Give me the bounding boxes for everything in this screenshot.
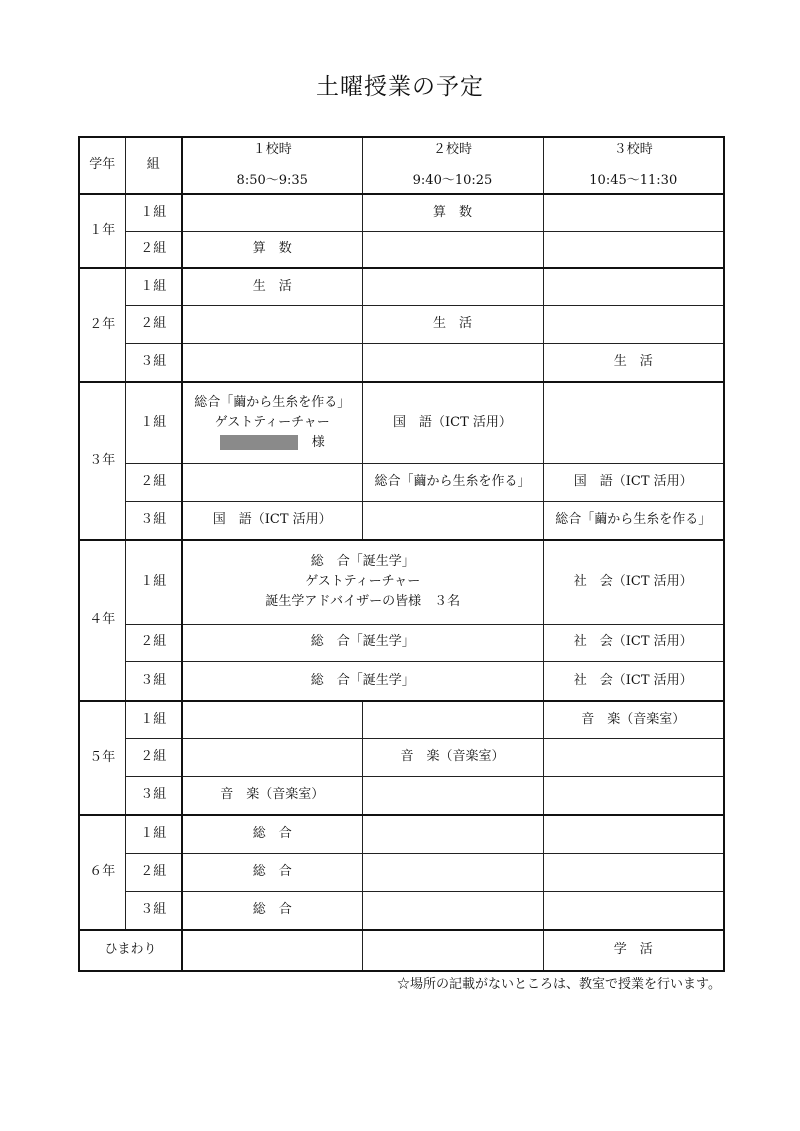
period-1-name: １校時: [252, 142, 292, 158]
schedule-cell: [362, 930, 543, 971]
honorific: 様: [311, 434, 325, 450]
schedule-cell-merged: 総 合「誕生学」: [182, 624, 543, 661]
schedule-cell: [362, 776, 543, 815]
schedule-cell: [362, 701, 543, 738]
table-row: [79, 501, 724, 540]
schedule-cell: [362, 343, 543, 382]
schedule-cell: 生 活: [182, 268, 362, 305]
table-row: [79, 815, 724, 853]
himawari-label: ひまわり: [79, 930, 182, 971]
schedule-cell-merged: 総 合「誕生学」: [182, 661, 543, 701]
header-period-3: [543, 137, 724, 194]
class-label: １組: [125, 701, 182, 738]
class-label: １組: [125, 382, 182, 463]
period-3-time: 10:45〜11:30: [589, 172, 678, 188]
schedule-cell: 総 合: [182, 891, 362, 930]
schedule-cell: [182, 463, 362, 501]
period-2-name: ２校時: [432, 142, 472, 158]
class-label: ３組: [125, 891, 182, 930]
schedule-cell: 算 数: [362, 194, 543, 231]
header-period-2: [362, 137, 543, 194]
schedule-cell: [182, 194, 362, 231]
schedule-cell: 生 活: [362, 305, 543, 343]
schedule-cell: [543, 382, 724, 463]
table-row: [79, 194, 724, 231]
schedule-cell: 総合「繭から生糸を作る」: [543, 501, 724, 540]
grade-5-label: ５年: [79, 701, 125, 815]
schedule-cell: [543, 305, 724, 343]
table-row: [79, 661, 724, 701]
schedule-cell: 総 合: [182, 853, 362, 891]
cell-line: 総合「繭から生糸を作る」: [194, 394, 351, 410]
schedule-cell: [362, 815, 543, 853]
grade-6-label: ６年: [79, 815, 125, 930]
table-row: [79, 231, 724, 268]
schedule-cell: [182, 305, 362, 343]
class-label: ２組: [125, 738, 182, 776]
header-grade: 学年: [79, 137, 125, 194]
table-row: [79, 853, 724, 891]
class-label: ２組: [125, 624, 182, 661]
grade-4-label: ４年: [79, 540, 125, 701]
redacted-name: [220, 435, 298, 450]
schedule-cell: 社 会（ICT 活用）: [543, 661, 724, 701]
class-label: １組: [125, 194, 182, 231]
header-period-1: [182, 137, 362, 194]
cell-line: ゲストティーチャー: [214, 414, 330, 430]
grade-3-label: ３年: [79, 382, 125, 540]
cell-line: ゲストティーチャー: [305, 574, 421, 590]
schedule-cell: [543, 815, 724, 853]
grade-1-label: １年: [79, 194, 125, 268]
class-label: １組: [125, 268, 182, 305]
schedule-cell: [182, 382, 362, 463]
schedule-cell-merged: [182, 540, 543, 624]
class-label: ３組: [125, 661, 182, 701]
schedule-cell: 国 語（ICT 活用）: [182, 501, 362, 540]
cell-line-with-redaction: [183, 433, 362, 453]
schedule-cell: [543, 738, 724, 776]
class-label: ２組: [125, 463, 182, 501]
schedule-cell: [362, 231, 543, 268]
schedule-cell: [362, 853, 543, 891]
schedule-cell: 生 活: [543, 343, 724, 382]
schedule-cell: [543, 194, 724, 231]
schedule-cell: 総 合: [182, 815, 362, 853]
schedule-cell: [182, 738, 362, 776]
class-label: ３組: [125, 776, 182, 815]
schedule-cell: [543, 853, 724, 891]
schedule-cell: 国 語（ICT 活用）: [543, 463, 724, 501]
schedule-cell: 国 語（ICT 活用）: [362, 382, 543, 463]
table-row: [79, 268, 724, 305]
page-title: 土曜授業の予定: [316, 74, 484, 100]
table-row: [79, 463, 724, 501]
class-label: ２組: [125, 231, 182, 268]
schedule-cell: [543, 776, 724, 815]
period-1-time: 8:50〜9:35: [236, 172, 308, 188]
table-row: [79, 382, 724, 463]
class-label: ２組: [125, 305, 182, 343]
header-class: 組: [125, 137, 182, 194]
schedule-cell: 音 楽（音楽室）: [362, 738, 543, 776]
schedule-cell: [362, 891, 543, 930]
class-label: ３組: [125, 501, 182, 540]
table-row: [79, 343, 724, 382]
class-label: ３組: [125, 343, 182, 382]
header-row: [79, 137, 724, 194]
schedule-cell: 音 楽（音楽室）: [182, 776, 362, 815]
cell-line: 誕生学アドバイザーの皆様 ３名: [265, 594, 461, 610]
class-label: ２組: [125, 853, 182, 891]
schedule-cell: 算 数: [182, 231, 362, 268]
schedule-cell: [362, 501, 543, 540]
schedule-cell: 社 会（ICT 活用）: [543, 624, 724, 661]
schedule-cell: [543, 891, 724, 930]
grade-2-label: ２年: [79, 268, 125, 382]
schedule-cell: 総合「繭から生糸を作る」: [362, 463, 543, 501]
schedule-cell: [543, 268, 724, 305]
schedule-cell: 社 会（ICT 活用）: [543, 540, 724, 624]
schedule-cell: [182, 701, 362, 738]
cell-line: 総 合「誕生学」: [310, 554, 415, 570]
table-row: [79, 540, 724, 624]
table-row: [79, 930, 724, 971]
schedule-cell: 音 楽（音楽室）: [543, 701, 724, 738]
table-row: [79, 305, 724, 343]
table-row: [79, 776, 724, 815]
period-3-name: ３校時: [613, 142, 653, 158]
table-row: [79, 701, 724, 738]
schedule-cell: 学 活: [543, 930, 724, 971]
schedule-cell: [362, 268, 543, 305]
class-label: １組: [125, 540, 182, 624]
table-row: [79, 891, 724, 930]
schedule-table: [78, 136, 725, 972]
class-label: １組: [125, 815, 182, 853]
footer-note: ☆場所の記載がないところは、教室で授業を行います。: [397, 977, 721, 992]
schedule-cell: [182, 930, 362, 971]
table-row: [79, 738, 724, 776]
schedule-cell: [543, 231, 724, 268]
schedule-cell: [182, 343, 362, 382]
period-2-time: 9:40〜10:25: [412, 172, 493, 188]
table-row: [79, 624, 724, 661]
